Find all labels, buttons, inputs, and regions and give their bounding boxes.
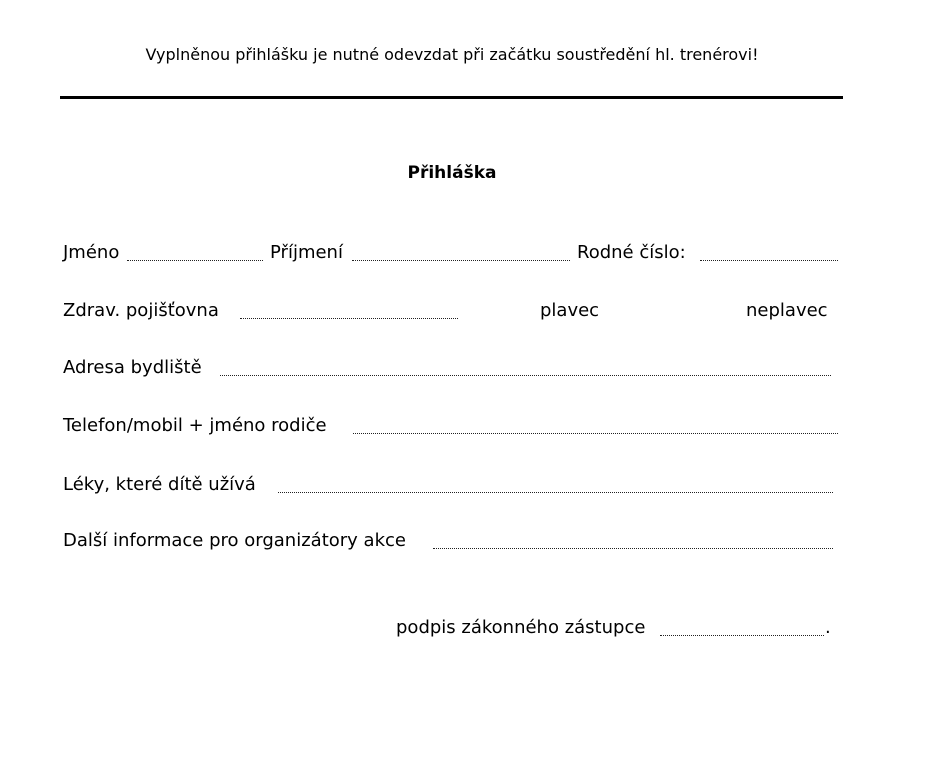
swimmer-option[interactable]: plavec [540,300,600,321]
phone-parent-field[interactable] [353,433,838,434]
first-name-label: Jméno [63,242,120,263]
other-info-label: Další informace pro organizátory akce [63,530,406,551]
phone-parent-label: Telefon/mobil + jméno rodiče [63,415,327,436]
form-title: Přihláška [407,163,497,183]
address-label: Adresa bydliště [63,357,202,378]
address-field[interactable] [220,375,831,376]
birth-number-label: Rodné číslo: [577,242,686,263]
medication-field[interactable] [278,492,833,493]
signature-end: . [825,617,831,638]
insurance-label: Zdrav. pojišťovna [63,300,219,321]
other-info-field[interactable] [433,548,833,549]
non-swimmer-option[interactable]: neplavec [746,300,828,321]
last-name-label: Příjmení [270,242,343,263]
medication-label: Léky, které dítě užívá [63,474,256,495]
signature-field[interactable] [660,635,824,636]
instruction-note: Vyplněnou přihlášku je nutné odevzdat při začátku soustředění hl. trenérovi! [145,45,759,64]
last-name-field[interactable] [352,260,570,261]
signature-label: podpis zákonného zástupce [396,617,646,638]
birth-number-field[interactable] [700,260,838,261]
divider [60,96,843,99]
insurance-field[interactable] [240,318,458,319]
first-name-field[interactable] [127,260,263,261]
